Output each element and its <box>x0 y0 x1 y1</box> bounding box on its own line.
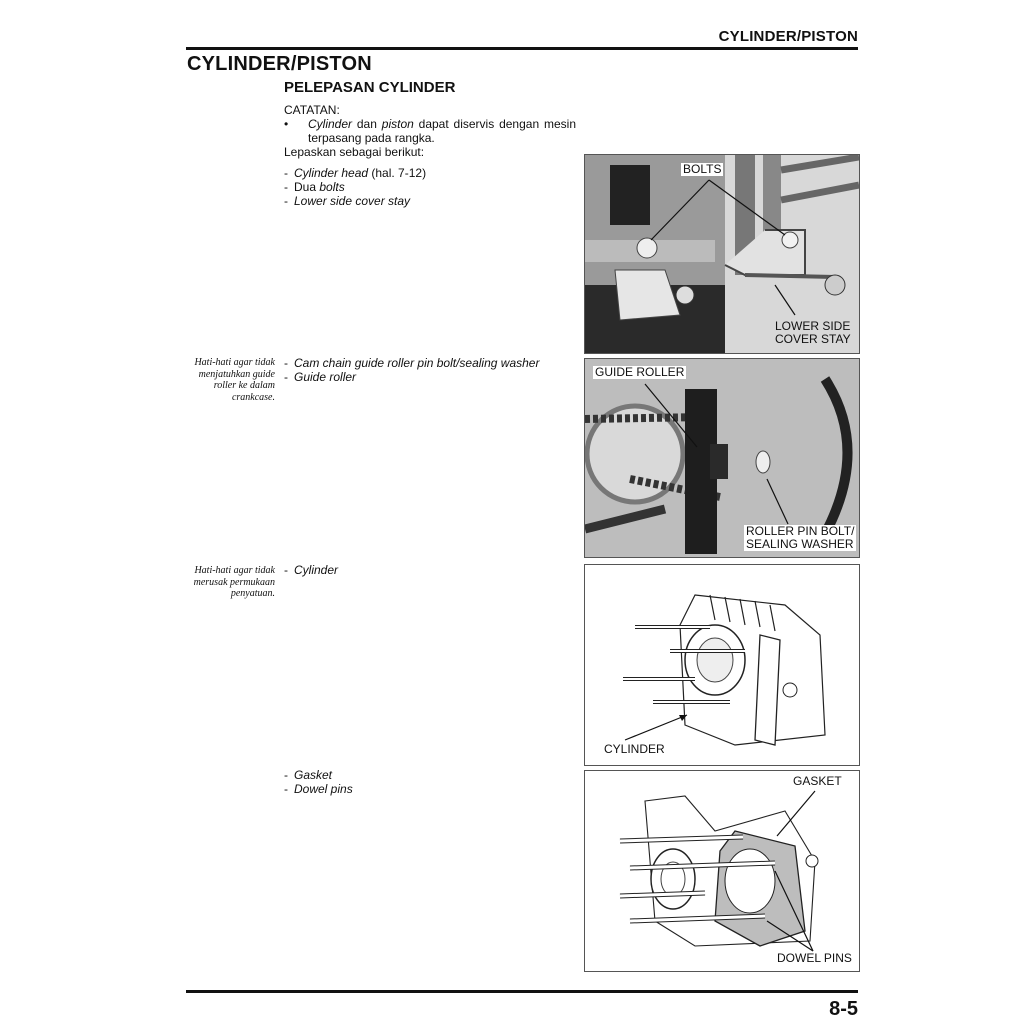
figure-bolts-photo <box>584 154 860 354</box>
side-note-cylinder: Hati-hati agar tidak merusak permukaan penyatuan. <box>193 565 275 599</box>
step-list-4 <box>284 768 353 796</box>
label-dowel-pins: DOWEL PINS <box>777 951 852 965</box>
label-gasket: GASKET <box>793 774 842 788</box>
step-list-2 <box>284 356 539 384</box>
label-guide-roller: GUIDE ROLLER <box>595 365 685 379</box>
step-item: - Cylinder <box>284 563 339 577</box>
label-lower-side: LOWER SIDE <box>775 319 851 333</box>
step-list-1 <box>284 166 426 208</box>
label-cover-stay: COVER STAY <box>775 332 851 346</box>
step-item: - Dowel pins <box>284 782 353 796</box>
step-item: - Gasket <box>284 768 333 782</box>
step-item: - Cam chain guide roller pin bolt/sealing washer <box>284 356 540 370</box>
gasket-line-drawing <box>585 771 859 971</box>
figure-gasket-drawing <box>584 770 860 972</box>
note-bullet-text: Cylinder dan piston dapat diservis dengan mesin terpasang pada rangka. <box>308 117 576 145</box>
footer-rule <box>186 990 858 993</box>
label-sealing-washer: SEALING WASHER <box>746 537 854 551</box>
intro-text: Lepaskan sebagai berikut: <box>284 145 425 159</box>
running-head: CYLINDER/PISTON <box>718 28 858 45</box>
label-cylinder: CYLINDER <box>604 742 665 756</box>
step-item: - Lower side cover stay <box>284 194 411 208</box>
figure-cylinder-drawing <box>584 564 860 766</box>
bullet-icon: • <box>284 117 289 131</box>
page-title: CYLINDER/PISTON <box>187 53 372 75</box>
step-list-3 <box>284 563 338 577</box>
page-number: 8-5 <box>829 998 858 1020</box>
step-item: - Cylinder head (hal. 7-12) <box>284 166 427 180</box>
step-item: - Dua bolts <box>284 180 345 194</box>
label-roller-pin-bolt: ROLLER PIN BOLT/ <box>746 524 855 538</box>
note-heading: CATATAN: <box>284 103 340 117</box>
step-item: - Guide roller <box>284 370 357 384</box>
label-bolts: BOLTS <box>683 162 722 176</box>
header-rule <box>186 47 858 50</box>
side-note-guide-roller: Hati-hati agar tidak menjatuhkan guide roller ke dalam crankcase. <box>194 357 275 403</box>
figure-guide-roller-photo <box>584 358 860 558</box>
section-title: PELEPASAN CYLINDER <box>284 79 456 96</box>
cylinder-line-drawing <box>585 565 859 765</box>
